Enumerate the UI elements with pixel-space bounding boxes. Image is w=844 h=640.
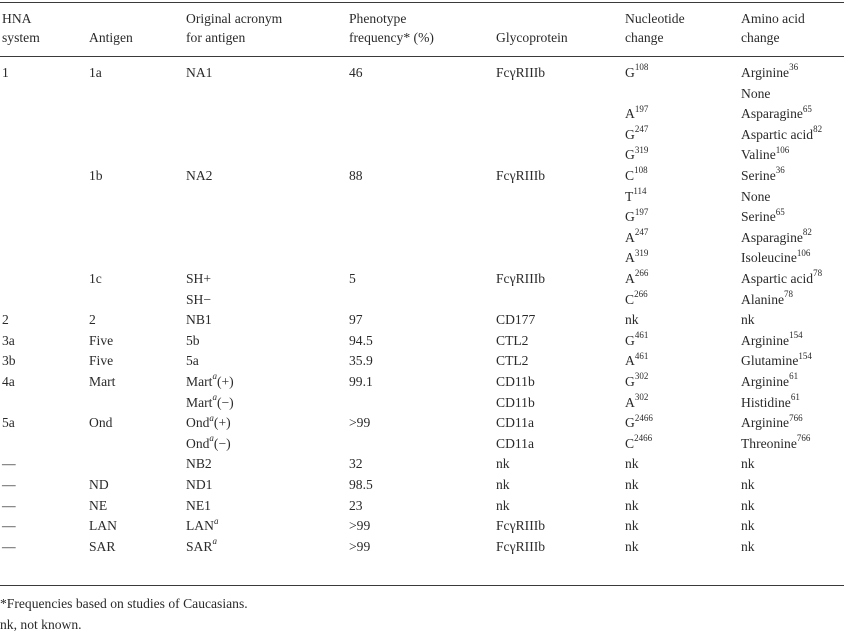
cell-phenotype-frequency: 94.5 xyxy=(349,332,373,348)
footnote-nk: nk, not known. xyxy=(0,617,82,632)
cell-glycoprotein: FcγRIIIb xyxy=(496,271,546,286)
cell-nucleotide-change: $G^{461}$ xyxy=(625,330,649,348)
cell-glycoprotein: CD11a xyxy=(496,435,535,451)
cell-glycoprotein: nk xyxy=(496,477,510,492)
header-antigen: Antigen xyxy=(89,30,133,45)
cell-nucleotide-change: nk xyxy=(625,497,639,513)
cell-antigen: LAN xyxy=(89,518,117,534)
cell-glycoprotein: FcγRIIIb xyxy=(496,65,546,80)
cell-antigen: NE xyxy=(89,497,108,513)
cell-original-acronym: SH− xyxy=(186,291,212,307)
cell-amino-acid-change: nk xyxy=(741,497,755,513)
cell-amino-acid-change: Threonine$^{766}$ xyxy=(741,433,811,451)
cell-phenotype-frequency: >99 xyxy=(349,518,371,534)
cell-antigen: Five xyxy=(89,332,114,348)
cell-nucleotide-change: nk xyxy=(625,312,639,328)
cell-glycoprotein: FcγRIIIb xyxy=(496,518,546,534)
cell-original-acronym: NB1 xyxy=(186,312,212,328)
cell-glycoprotein: CTL2 xyxy=(496,332,529,348)
cell-original-acronym: NE1 xyxy=(186,497,211,513)
cell-antigen: 1b xyxy=(89,168,103,183)
header-nucleotide-change: Nucleotide change xyxy=(625,11,685,45)
cell-hna-system: 2 xyxy=(2,312,9,328)
cell-nucleotide-change: $G^{197}$ xyxy=(625,206,649,225)
cell-original-acronym: Mart$^a$(+) xyxy=(186,371,234,389)
cell-nucleotide-change: $G^{247}$ xyxy=(625,124,649,142)
cell-nucleotide-change: $A^{461}$ xyxy=(625,350,649,369)
cell-amino-acid-change: Arginine$^{154}$ xyxy=(741,330,803,348)
header-phenotype-frequency: Phenotype frequency* (%) xyxy=(349,11,434,45)
cell-amino-acid-change: Isoleucine$^{106}$ xyxy=(741,247,811,266)
cell-amino-acid-change: Asparagine$^{65}$ xyxy=(741,103,812,122)
header-bottom-rule xyxy=(0,56,844,57)
cell-nucleotide-change: $C^{266}$ xyxy=(625,289,648,307)
cell-amino-acid-change: nk xyxy=(741,477,755,492)
cell-phenotype-frequency: 98.5 xyxy=(349,477,373,492)
cell-antigen: 1a xyxy=(89,65,102,80)
cell-glycoprotein: nk xyxy=(496,456,510,472)
cell-original-acronym: NA2 xyxy=(186,168,213,183)
cell-phenotype-frequency: 5 xyxy=(349,271,356,286)
cell-hna-system: — xyxy=(2,538,16,554)
cell-amino-acid-change: Histidine$^{61}$ xyxy=(741,392,800,410)
cell-nucleotide-change: nk xyxy=(625,477,639,492)
cell-amino-acid-change: Arginine$^{36}$ xyxy=(741,62,799,80)
cell-glycoprotein: CD11b xyxy=(496,394,535,410)
cell-glycoprotein: CD11a xyxy=(496,415,535,431)
cell-nucleotide-change: $G^{319}$ xyxy=(625,144,649,163)
cell-antigen: Ond xyxy=(89,415,113,431)
cell-amino-acid-change: nk xyxy=(741,538,755,554)
header-glycoprotein: Glycoprotein xyxy=(496,30,568,45)
cell-original-acronym: NB2 xyxy=(186,456,212,472)
cell-antigen: ND xyxy=(89,477,109,492)
cell-phenotype-frequency: 97 xyxy=(349,312,363,328)
cell-nucleotide-change: nk xyxy=(625,538,639,554)
cell-glycoprotein: FcγRIIIb xyxy=(496,168,546,183)
cell-amino-acid-change: Asparagine$^{82}$ xyxy=(741,227,812,245)
table-top-rule xyxy=(0,2,844,3)
cell-original-acronym: NA1 xyxy=(186,65,213,80)
cell-original-acronym: Ond$^a$(+) xyxy=(186,412,231,431)
cell-hna-system: 4a xyxy=(2,374,15,389)
cell-amino-acid-change: Serine$^{65}$ xyxy=(741,206,785,225)
cell-nucleotide-change: $A^{197}$ xyxy=(625,103,649,122)
cell-original-acronym: ND1 xyxy=(186,477,213,492)
cell-amino-acid-change: Arginine$^{61}$ xyxy=(741,371,799,389)
cell-nucleotide-change: $A^{302}$ xyxy=(625,392,649,410)
cell-phenotype-frequency: 32 xyxy=(349,456,363,472)
cell-nucleotide-change: $G^{108}$ xyxy=(625,62,649,80)
cell-glycoprotein: FcγRIIIb xyxy=(496,538,546,554)
cell-amino-acid-change: nk xyxy=(741,456,755,472)
cell-hna-system: 5a xyxy=(2,415,15,431)
cell-nucleotide-change: $C^{108}$ xyxy=(625,165,648,183)
cell-nucleotide-change: $C^{2466}$ xyxy=(625,433,653,451)
cell-nucleotide-change: $A^{266}$ xyxy=(625,268,649,286)
cell-amino-acid-change: nk xyxy=(741,312,755,328)
cell-nucleotide-change: $A^{247}$ xyxy=(625,227,649,245)
cell-amino-acid-change: Alanine$^{78}$ xyxy=(741,289,794,307)
table-bottom-rule xyxy=(0,585,844,586)
cell-phenotype-frequency: >99 xyxy=(349,538,371,554)
cell-amino-acid-change: Glutamine$^{154}$ xyxy=(741,350,812,369)
cell-original-acronym: SH+ xyxy=(186,271,212,286)
cell-amino-acid-change: None xyxy=(741,188,771,204)
cell-nucleotide-change: $T^{114}$ xyxy=(625,186,647,204)
cell-amino-acid-change: Aspartic acid$^{82}$ xyxy=(741,124,823,142)
cell-antigen: Mart xyxy=(89,374,116,389)
cell-glycoprotein: CD177 xyxy=(496,312,536,328)
cell-phenotype-frequency: 88 xyxy=(349,168,363,183)
cell-original-acronym: 5b xyxy=(186,332,200,348)
cell-amino-acid-change: None xyxy=(741,85,771,101)
header-hna-system: HNA system xyxy=(2,11,40,45)
cell-hna-system: — xyxy=(2,518,16,534)
cell-amino-acid-change: Aspartic acid$^{78}$ xyxy=(741,268,823,286)
cell-hna-system: 3b xyxy=(2,353,16,369)
cell-original-acronym: SAR$^a$ xyxy=(186,536,217,554)
cell-original-acronym: Ond$^a$(−) xyxy=(186,433,231,451)
cell-phenotype-frequency: 23 xyxy=(349,497,363,513)
cell-phenotype-frequency: 46 xyxy=(349,65,363,80)
header-amino-acid-change: Amino acid change xyxy=(741,11,805,45)
cell-original-acronym: LAN$^a$ xyxy=(186,515,219,534)
cell-hna-system: — xyxy=(2,456,16,472)
cell-nucleotide-change: $G^{302}$ xyxy=(625,371,649,389)
cell-antigen: 2 xyxy=(89,312,96,328)
cell-amino-acid-change: nk xyxy=(741,518,755,534)
cell-phenotype-frequency: >99 xyxy=(349,415,371,431)
footnote-frequencies: *Frequencies based on studies of Caucasians. xyxy=(0,596,248,611)
cell-antigen: Five xyxy=(89,353,114,369)
cell-antigen: SAR xyxy=(89,538,116,554)
cell-antigen: 1c xyxy=(89,271,102,286)
cell-glycoprotein: nk xyxy=(496,497,510,513)
cell-nucleotide-change: nk xyxy=(625,456,639,472)
cell-amino-acid-change: Serine$^{36}$ xyxy=(741,165,785,183)
header-original-acronym: Original acronym for antigen xyxy=(186,11,283,45)
cell-hna-system: 3a xyxy=(2,332,15,348)
cell-phenotype-frequency: 99.1 xyxy=(349,374,373,389)
cell-nucleotide-change: $G^{2466}$ xyxy=(625,412,653,431)
cell-amino-acid-change: Arginine$^{766}$ xyxy=(741,412,803,431)
cell-nucleotide-change: nk xyxy=(625,518,639,534)
cell-glycoprotein: CTL2 xyxy=(496,353,529,369)
cell-original-acronym: Mart$^a$(−) xyxy=(186,392,234,410)
cell-phenotype-frequency: 35.9 xyxy=(349,353,373,369)
cell-hna-system: — xyxy=(2,497,16,513)
cell-original-acronym: 5a xyxy=(186,353,199,369)
cell-nucleotide-change: $A^{319}$ xyxy=(625,247,649,266)
cell-hna-system: — xyxy=(2,477,16,492)
cell-amino-acid-change: Valine$^{106}$ xyxy=(741,144,790,163)
cell-hna-system: 1 xyxy=(2,65,9,80)
cell-glycoprotein: CD11b xyxy=(496,374,535,389)
